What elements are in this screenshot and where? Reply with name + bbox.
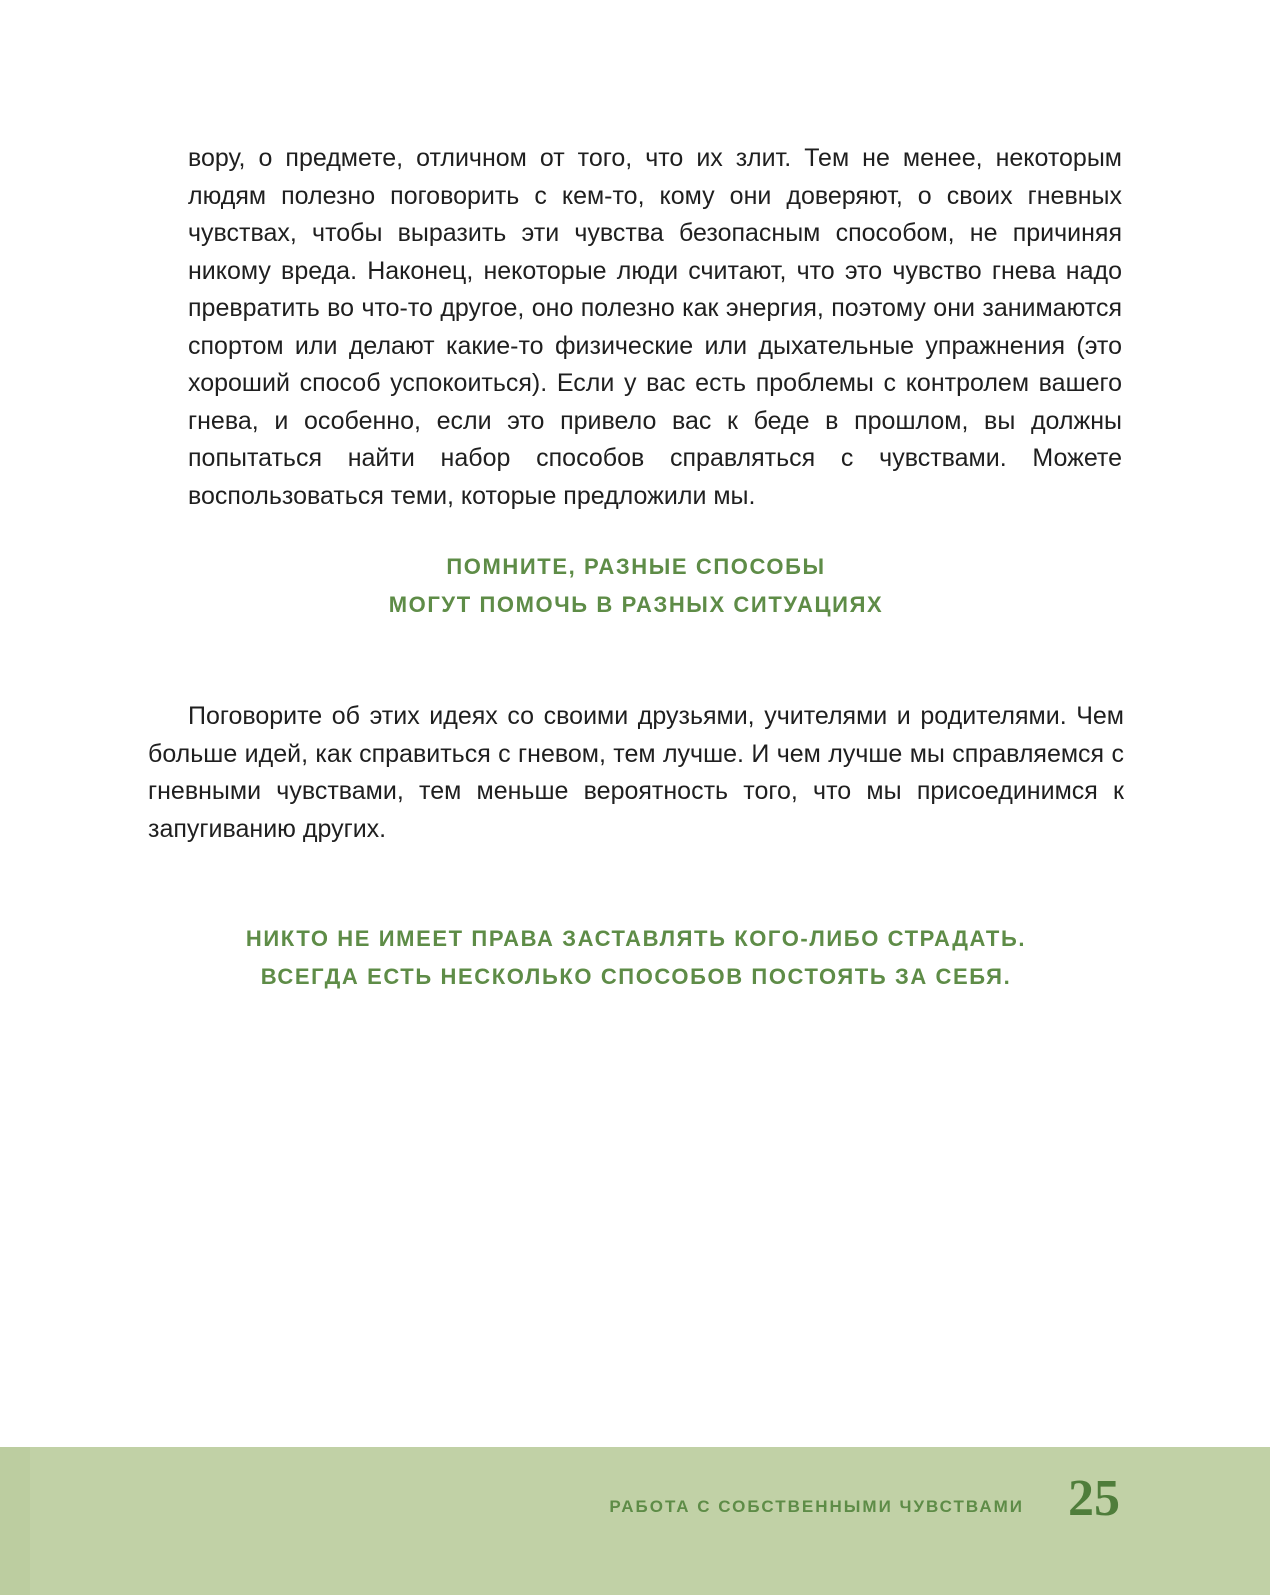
body-paragraph-2: Поговорите об этих идеях со своими друзьями, учителями и родителями. Чем больше идей, как справиться с гневом, тем лучше. И чем лучше мы справляемся с гневными чувствами, тем меньше вероятность того, что мы присоединимся к запугиванию других. [148,702,1124,843]
running-head: РАБОТА С СОБСТВЕННЫМИ ЧУВСТВАМИ [609,1497,1024,1516]
callout-remember-line-1: ПОМНИТЕ, РАЗНЫЕ СПОСОБЫ [446,554,826,579]
callout-remember [148,548,1124,624]
callout-no-one-line-1: НИКТО НЕ ИМЕЕТ ПРАВА ЗАСТАВЛЯТЬ КОГО-ЛИБО СТРАДАТЬ. [245,926,1027,951]
page-number: 25 [1068,1470,1120,1527]
body-paragraph-1: вору, о предмете, отличном от того, что их злит. Тем не менее, некоторым людям полезно поговорить с кем-то, кому они доверяют, о своих гневных чувствах, чтобы выразить эти чувства безопасным способом, не причиняя никому вреда. Наконец, некоторые люди считают, что это чувство гнева надо превратить во что-то другое, оно полезно как энергия, поэтому они занимаются спортом или делают какие-то физические или дыхательные упражнения (это хороший способ успокоиться). Если у вас есть проблемы с контролем вашего гнева, и особенно, если это привело вас к беде в прошлом, вы должны попытаться найти набор способов справляться с чувствами. Можете воспользоваться теми, которые предложили мы. [188,144,1122,510]
callout-remember-line-2: МОГУТ ПОМОЧЬ В РАЗНЫХ СИТУАЦИЯХ [388,592,884,617]
footer-band [0,1447,1270,1595]
callout-no-one-has-right [148,920,1124,996]
callout-no-one-line-2: ВСЕГДА ЕСТЬ НЕСКОЛЬКО СПОСОБОВ ПОСТОЯТЬ ЗА СЕБЯ. [260,964,1012,989]
footer-edge-strip [0,1447,30,1595]
